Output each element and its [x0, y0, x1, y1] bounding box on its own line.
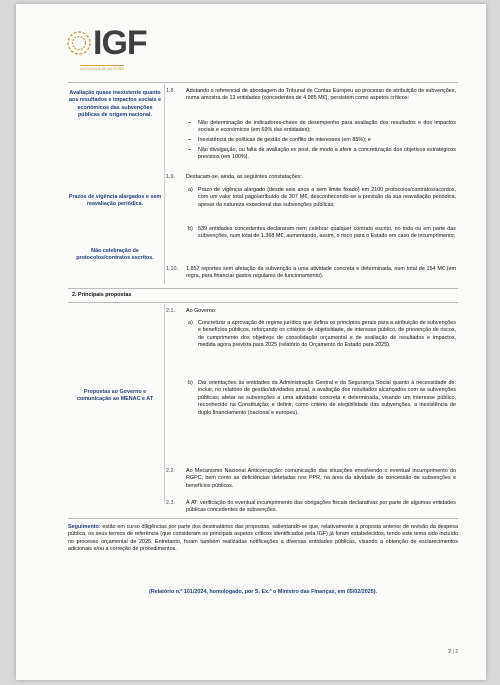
side-label-validity: Prazos de vigência alargados e sem reavaliação periódica. — [68, 194, 162, 208]
page-number: 2 | 2 — [448, 649, 458, 655]
section-title: 2. Principais propostas — [72, 292, 132, 298]
section-divider — [68, 288, 458, 289]
bullet-dash: – — [188, 120, 191, 126]
proposal-2-1 — [166, 308, 456, 473]
report-reference: (Relatório n.º 101/2024, homologado, por S. Ex.ª o Ministro das Finanças, em 05/02/2025). — [148, 589, 378, 595]
bullet-item: Inexistência de políticas de gestão de conflito de interesses (em 85%); e — [198, 137, 371, 143]
side-label-contracts: Não celebração de protocolos/contratos escritos. — [76, 248, 154, 262]
top-divider — [68, 82, 458, 83]
follow-up-label: Seguimento: — [68, 524, 101, 530]
item-text: Prazo de vigência alargado (desde seis anos a sem limite fixado) em 2100 protocolos/contratos/acordos, com um valor total pago/atribuído de 307 M€, desconhecendo-se a previsão da sua reavaliação periódica, apesar da natureza excecional das subvenções públicas; — [198, 187, 456, 208]
bullet-dash: – — [188, 137, 191, 143]
proposal-number: 2.3. — [166, 500, 175, 506]
logo-text: IGF — [93, 24, 147, 62]
proposal-text: À AT: verificação do eventual incumprimento das obrigações fiscais declarativas por parte de algumas entidades públicas concedentes de subvenções. — [186, 500, 456, 514]
column-divider-1 — [164, 84, 165, 284]
proposal-number: 2.2. — [166, 468, 175, 474]
finding-1-10 — [166, 266, 456, 286]
proposal-text: Ao Mecanismo Nacional Anticorrupção: comunicação das situações envolvendo o eventual incumprimento do RGPC, bem como as deficiências detetadas nos PPR, na área da atividade de concessão de subvenções e benefícios públicos. — [186, 468, 456, 489]
finding-text: Destacam-se, ainda, as seguintes constatações: — [186, 174, 302, 180]
document-page — [16, 4, 486, 680]
item-label: a) — [188, 320, 193, 326]
finding-number: 1.10. — [166, 266, 178, 272]
igf-logo — [66, 24, 156, 70]
item-label: b) — [188, 226, 193, 232]
side-label-proposals: Propostas ao Governo e comunicação ao MENAC e AT — [76, 389, 154, 403]
proposal-2-2 — [166, 468, 456, 498]
bullet-item: Não divulgação, ou falta de avaliação ex post, de modo a aferir a concretização dos objetivos estratégicos previstos (em 100%). — [198, 147, 456, 161]
finding-text: 1.857 reportes sem afetação da subvenção a uma atividade concreta e determinada, num total de 154 M€ (em regra, para financiar gastos regulares de funcionamento). — [186, 266, 456, 280]
finding-text: Adotando o referencial de abordagem do Tribunal de Contas Europeu ao processo de atribuição de subvenções, numa amostra de 13 entidades (concedentes de 4.985 M€), persistem como aspetos críticos: — [186, 88, 456, 102]
bullet-dash: – — [188, 147, 191, 153]
item-text: 539 entidades concedentes declararam nem celebrar qualquer contrato escrito, no todo ou em parte das subvenções, num total de 1.368 M€, aumentando, assim, o risco para o Estado em caso de incumprimento; — [198, 226, 456, 240]
item-text: Dar orientações às entidades da Administração Central e da Segurança Social quanto à necessidade de: incluir, no relatório de gestão/atividades anual, a avaliação dos resultados alcançados com as subvenções públicas; afetar as subvenções a uma atividade concreta e determinada, visando um interesse público, reconhecido na Constituição; e definir, como critério de elegibilidade das subvenções, a inexistência de duplo financiamento (nacional e europeu). — [198, 380, 456, 416]
finding-1-8 — [166, 88, 456, 178]
proposal-number: 2.1. — [166, 308, 175, 314]
item-label: a) — [188, 187, 193, 193]
bullet-item: Não determinação de indicadores-chave de desempenho para avaliação dos resultados e dos impactos sociais e económicos (em 69% das entidades); — [198, 120, 456, 134]
bottom-divider — [68, 518, 458, 519]
logo-subtitle: AUTORIDADE DE AUDITORIA — [80, 67, 125, 71]
side-label-evaluation: Avaliação quase inexistente quanto aos resultados e impactos sociais e económicos das subvenções públicas de origem nacional. — [69, 90, 161, 119]
section-divider — [68, 302, 458, 303]
follow-up-text: estão em curso diligências por parte dos destinatários das propostas, salientando-se que, relativamente à proposta anterior de revisão da despesa pública, os seus termos de referência (que consideram os principais aspetos críticos identificados pela IGF) já foram estabelecidos, tendo este tema sido incluído no processo orçamental de 2025. Entretanto, foram também realizadas notificações a diversas entidades públicas, visando a obtenção de esclarecimentos adicionais e/ou a correção de procedimentos. — [68, 524, 458, 553]
logo-circle-icon — [66, 30, 92, 56]
finding-number: 1.8. — [166, 88, 175, 94]
proposal-text: Ao Governo: — [186, 308, 217, 314]
finding-1-9 — [166, 174, 456, 264]
proposal-2-3 — [166, 500, 456, 520]
item-text: Concretizar a aprovação de regime jurídico que defina os princípios gerais para a atribuição de subvenções e benefícios públicos, reforçando os critérios de objetividade, de interesse público, de prevenção de riscos, de cumprimento dos objetivos de consolidação orçamental e de avaliação de resultados e impactos, medida agora prevista para 2025 (relatório do Orçamento do Estado para 2025). — [198, 320, 456, 349]
finding-number: 1.9. — [166, 174, 175, 180]
follow-up-paragraph — [68, 524, 458, 554]
column-divider-2 — [164, 304, 165, 504]
item-label: b) — [188, 380, 193, 386]
